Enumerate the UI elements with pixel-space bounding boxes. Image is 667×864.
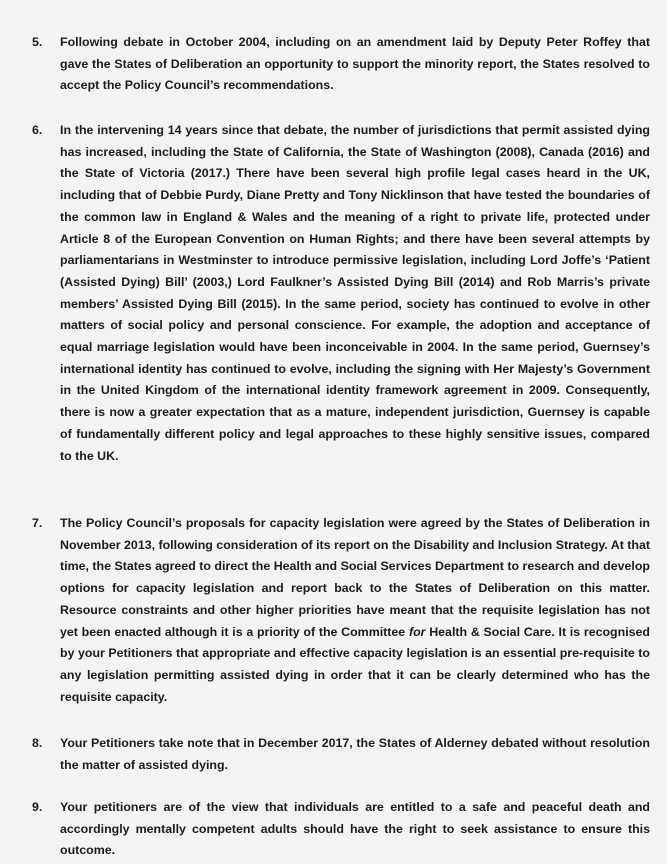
paragraph-text: Your Petitioners take note that in December 2017, the States of Alderney debated without resolution the matter of assisted dying.	[60, 736, 650, 772]
paragraph-9	[0, 797, 667, 862]
paragraph-6	[0, 120, 667, 467]
paragraph-5	[0, 32, 667, 97]
paragraph-number: 9.	[32, 800, 43, 814]
paragraph-text: Following debate in October 2004, including on an amendment laid by Deputy Peter Roffey that gave the States of Deliberation an opportunity to support the minority report, the States resolved to accept the Policy Council’s recommendations.	[60, 35, 650, 93]
paragraph-text: Your petitioners are of the view that individuals are entitled to a safe and peaceful death and accordingly mentally competent adults should have the right to seek assistance to ensure this outcome.	[60, 800, 650, 858]
paragraph-number: 5.	[32, 35, 43, 49]
paragraph-text-part: Health & Social Care. It is recognised by your Petitioners that appropriate and effective capacity legislation is an essential pre-requisite to any legislation permitting assisted dying in order that it can be clearly determined who has the requisite capacity.	[60, 624, 650, 704]
paragraph-text	[60, 513, 650, 708]
paragraph-7	[0, 513, 667, 708]
italic-word: for	[408, 624, 426, 639]
paragraph-number: 8.	[32, 736, 43, 750]
paragraph-text: In the intervening 14 years since that debate, the number of jurisdictions that permit assisted dying has increased, including the State of California, the State of Washington (2008), Canada (2016) and the State of Victoria (2017.) There have been several high profile legal cases heard in the UK, including that of Debbie Purdy, Diane Pretty and Tony Nicklinson that have tested the boundaries of the common law in England & Wales and the meaning of a right to private life, protected under Article 8 of the European Convention on Human Rights; and there have been several attempts by parliamentarians in Westminster to introduce permissive legislation, including Lord Joffe’s ‘Patient (Assisted Dying) Bill’ (2003,) Lord Faulkner’s Assisted Dying Bill (2014) and Rob Marris’s private members’ Assisted Dying Bill (2015). In the same period, society has continued to evolve in other matters of social policy and personal conscience. For example, the adoption and acceptance of equal marriage legislation would have been inconceivable in 2004. In the same period, Guernsey’s international identity has continued to evolve, including the signing with Her Majesty’s Government in the United Kingdom of the international identity framework agreement in 2009. Consequently, there is now a greater expectation that as a mature, independent jurisdiction, Guernsey is capable of fundamentally different policy and legal approaches to these highly sensitive issues, compared to the UK.	[60, 123, 650, 463]
paragraph-text-part: The Policy Council’s proposals for capacity legislation were agreed by the States of Deliberation in November 2013, following consideration of its report on the Disability and Inclusion Strategy. At that time, the States agreed to direct the Health and Social Services Department to research and develop options for capacity legislation and report back to the States of Deliberation on this matter. Resource constraints and other higher priorities have meant that the requisite legislation has not yet been enacted although it is a priority of the Committee	[60, 516, 651, 639]
paragraph-number: 6.	[32, 123, 43, 137]
paragraph-number: 7.	[32, 516, 43, 530]
paragraph-8	[0, 733, 667, 776]
